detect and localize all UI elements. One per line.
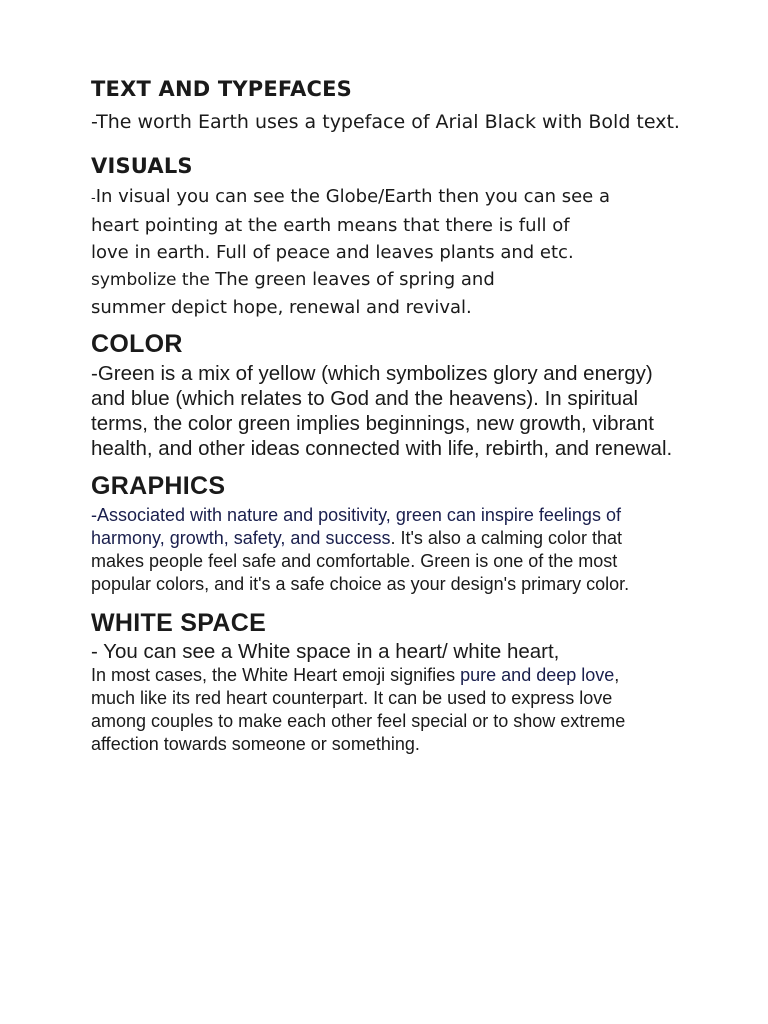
heading-text-and-typefaces: TEXT AND TYPEFACES [91, 77, 353, 101]
color-body: -Green is a mix of yellow (which symbolizes glory and energy) and blue (which relates to God and the heavens). In spiritual terms, the color green implies beginnings, new growth, vibrant health, and other ideas connected with life, rebirth, and renewal. [91, 362, 673, 460]
visuals-line-4-rest: The green leaves of spring and [215, 269, 495, 290]
white-space-body-a: In most cases, the White Heart emoji signifies [91, 665, 461, 685]
white-space-body-b: , much like its red heart counterpart. It can be used to express love among couples to make each other feel special or to show extreme affection towards someone or something. [91, 665, 626, 754]
visuals-line-4 [91, 266, 691, 294]
visuals-dash: - [91, 191, 96, 206]
text-and-typefaces-body: -The worth Earth uses a typeface of Arial Black with Bold text. [91, 111, 680, 133]
visuals-line-4-small: symbolize the [91, 270, 216, 290]
white-space-line-1: - You can see a White space in a heart/ white heart, [91, 640, 560, 663]
visuals-body [91, 183, 691, 321]
document-page [91, 74, 691, 756]
heading-graphics: GRAPHICS [91, 472, 226, 500]
white-space-body [91, 664, 666, 756]
heading-visuals: VISUALS [91, 154, 193, 178]
graphics-body-rest: . It's also a calming color that makes people feel safe and comfortable. Green is one of the most popular colors, and it's a safe choice as your design's primary color. [91, 528, 630, 594]
visuals-line-2: heart pointing at the earth means that there is full of [91, 215, 570, 236]
heading-white-space: WHITE SPACE [91, 609, 267, 637]
heading-color: COLOR [91, 330, 183, 358]
visuals-line-1-text: In visual you can see the Globe/Earth then you can see a [95, 186, 611, 207]
graphics-body [91, 504, 676, 596]
white-space-body-highlight: pure and deep love [460, 665, 615, 685]
visuals-line-1 [91, 183, 691, 212]
graphics-body-highlight: -Associated with nature and positivity, green can inspire feelings of harmony, growth, safety, and success [91, 505, 621, 548]
visuals-line-5: summer depict hope, renewal and revival. [91, 297, 472, 318]
visuals-line-3: love in earth. Full of peace and leaves plants and etc. [91, 242, 574, 263]
